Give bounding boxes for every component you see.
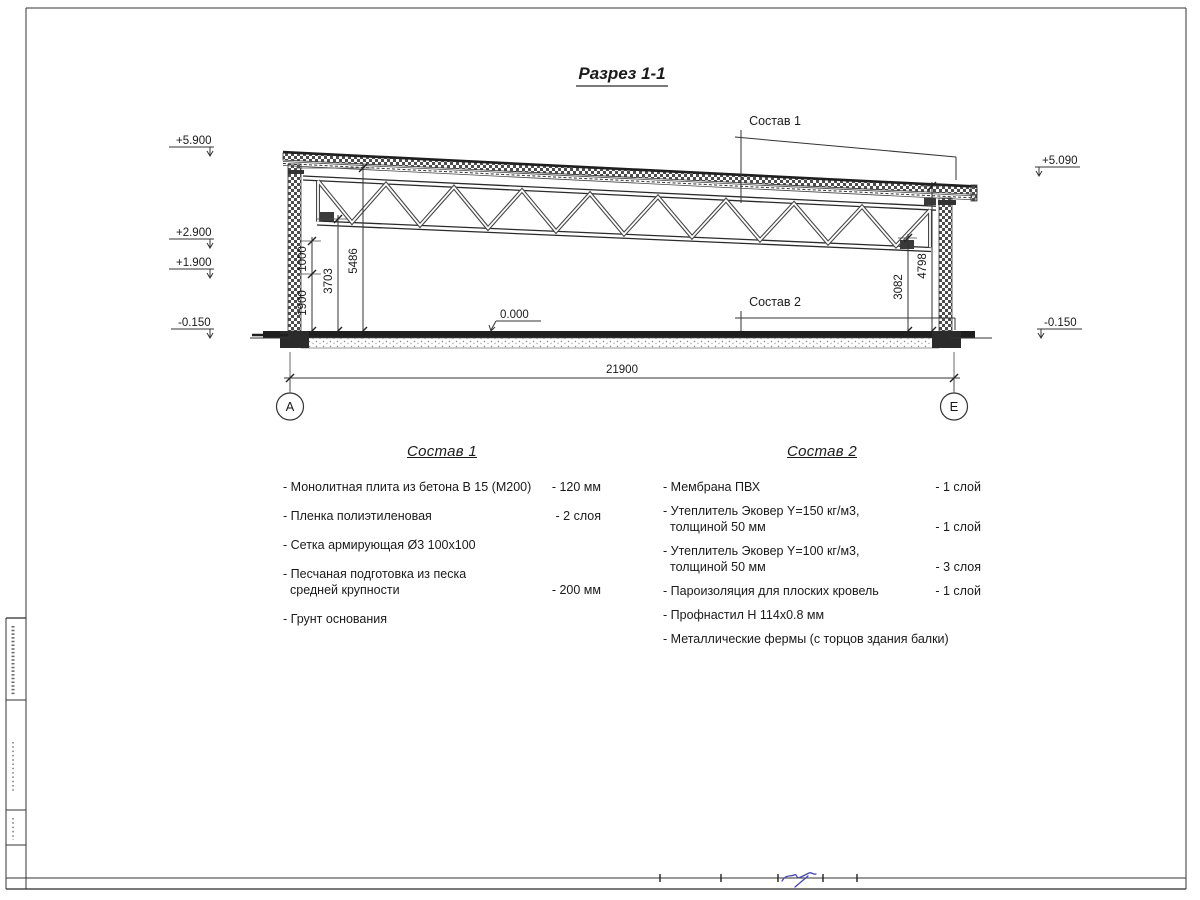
composition-2-heading: Состав 2 <box>786 443 858 460</box>
foundation-block <box>280 331 309 348</box>
right-wall <box>939 198 952 331</box>
callout-2-label: Состав 2 <box>749 295 801 309</box>
floor-level-mark <box>489 309 541 331</box>
list-item: - Профнастил Н 114х0.8 мм <box>663 608 825 622</box>
gusset-plate <box>924 198 936 205</box>
composition-2-list <box>663 443 981 655</box>
list-item: - Мембрана ПВХ - 1 слой <box>663 480 981 494</box>
list-item: - Монолитная плита из бетона В 15 (М200) - 120 мм <box>283 480 601 494</box>
elevation-mark <box>169 227 214 248</box>
roof-package <box>283 152 977 201</box>
elevation-mark <box>169 135 214 156</box>
list-item: - Пленка полиэтиленовая - 2 слоя <box>283 509 601 523</box>
axis-markers <box>277 378 968 420</box>
list-item: - Пароизоляция для плоских кровель - 1 слой <box>663 584 981 598</box>
composition-1-heading: Состав 1 <box>406 443 478 460</box>
elevation-label: -0.150 <box>1044 317 1077 329</box>
dim-label: 3703 <box>323 268 335 294</box>
dim-label: 1900 <box>297 290 309 316</box>
elevation-mark <box>1037 317 1082 338</box>
span-dimension <box>284 352 960 391</box>
list-item: - Песчаная подготовка из песка средней крупности - 200 мм <box>283 567 601 597</box>
dim-label: 4798 <box>917 253 929 279</box>
elevation-marks-right <box>1035 155 1082 338</box>
axis-label-right: Е <box>949 399 959 414</box>
callout-1-label: Состав 1 <box>749 114 801 128</box>
elevation-mark <box>1035 155 1080 176</box>
elevation-label: +5.900 <box>176 135 212 147</box>
elevation-mark <box>169 257 214 278</box>
elevation-marks-left <box>169 135 214 338</box>
elevation-label: +2.900 <box>176 227 212 239</box>
dim-label: 3082 <box>893 274 905 300</box>
signature-scribble <box>782 873 816 887</box>
dim-label: 1000 <box>297 246 309 272</box>
foundation-block <box>932 331 961 348</box>
elevation-label: +1.900 <box>176 257 212 269</box>
list-item: - Сетка армирующая Ø3 100х100 <box>283 538 476 552</box>
gusset-plate <box>320 212 334 221</box>
elevation-mark <box>171 317 214 338</box>
roof-edge-fascia <box>971 185 977 201</box>
page-title: Разрез 1-1 <box>578 64 666 83</box>
gusset-plate <box>900 240 914 249</box>
list-item: - Утеплитель Эковер Y=150 кг/м3, толщиной 50 мм - 1 слой <box>663 504 981 534</box>
elevation-label: +5.090 <box>1042 155 1078 167</box>
composition-1-list <box>283 443 601 640</box>
list-item: - Утеплитель Эковер Y=100 кг/м3, толщиной 50 мм - 3 слоя <box>663 544 981 574</box>
drawing-title <box>576 64 668 86</box>
list-item: - Металлические фермы (с торцов здания балки) <box>663 632 949 646</box>
axis-label-left: А <box>285 399 295 414</box>
span-dim-label: 21900 <box>606 364 638 376</box>
floor-level-label: 0.000 <box>500 309 529 321</box>
list-item: - Грунт основания <box>283 612 388 626</box>
callout-sostav-2 <box>735 295 955 331</box>
elevation-label: -0.150 <box>178 317 211 329</box>
dim-label: 5486 <box>348 248 360 274</box>
dimensions-left <box>296 164 371 335</box>
